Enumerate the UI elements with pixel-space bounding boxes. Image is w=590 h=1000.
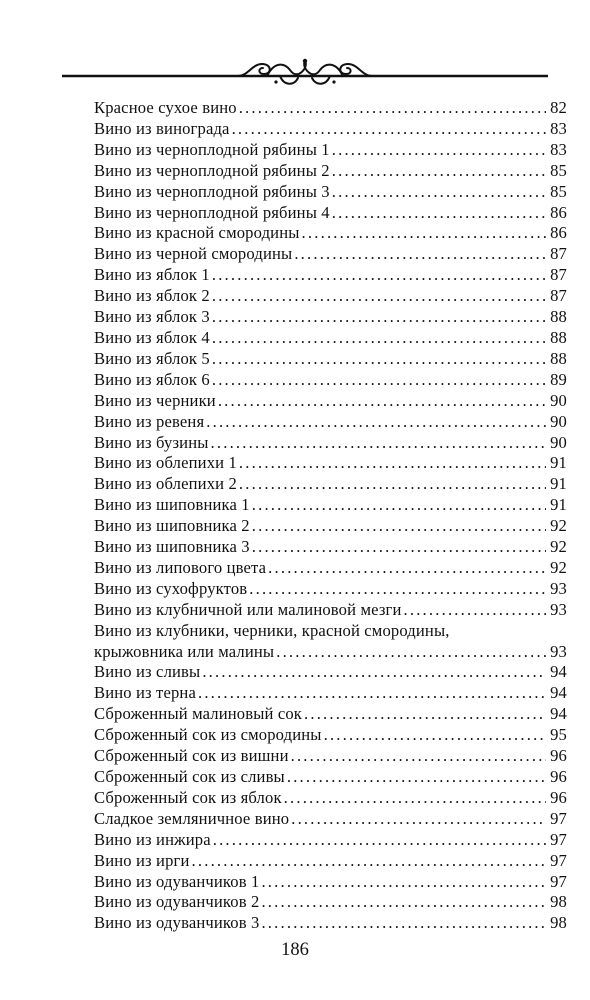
- toc-entry: [94, 307, 567, 328]
- toc-entry-title: Вино из яблок 4: [94, 327, 210, 347]
- toc-entry-page: 97: [550, 808, 567, 828]
- toc-entry-title: Красное сухое вино: [94, 98, 237, 117]
- toc-entry-page: 88: [550, 327, 567, 347]
- toc-entry: [94, 453, 567, 474]
- toc-entry-page: 90: [550, 390, 567, 410]
- toc-entry-page: 94: [550, 662, 567, 682]
- dot-leader: [332, 140, 546, 161]
- toc-entry-title: Вино из шиповника 1: [94, 495, 250, 515]
- toc-entry-page: 89: [550, 369, 567, 389]
- toc-entry-page: 87: [550, 265, 567, 285]
- dot-leader: [252, 516, 546, 537]
- dot-leader: [252, 495, 546, 516]
- toc-entry: [94, 892, 567, 913]
- dot-leader: [232, 119, 546, 140]
- toc-entry: [94, 516, 567, 537]
- toc-entry: [94, 642, 567, 663]
- toc-entry: [94, 328, 567, 349]
- dot-leader: [252, 537, 546, 558]
- toc-entry-title: Сброженный сок из яблок: [94, 787, 282, 807]
- toc-entry-title: Вино из терна: [94, 683, 196, 703]
- dot-leader: [212, 328, 546, 349]
- toc-entry: [94, 537, 567, 558]
- toc-entry: [94, 851, 567, 872]
- dot-leader: [287, 767, 546, 788]
- page-number: 186: [281, 940, 309, 960]
- toc-entry-page: 95: [550, 725, 567, 745]
- dot-leader: [249, 579, 546, 600]
- toc-entry-page: 86: [550, 223, 567, 243]
- toc-entry-title: Вино из черники: [94, 390, 216, 410]
- toc-entry-title: Сброженный сок из сливы: [94, 767, 285, 786]
- toc-entry: [94, 767, 567, 788]
- toc-entry-title: Вино из черной смородины: [94, 244, 293, 264]
- toc-entry: [94, 830, 567, 851]
- toc-entry-page: 93: [550, 641, 567, 661]
- dot-leader: [206, 412, 546, 433]
- toc-entry: [94, 412, 567, 433]
- toc-entry-page: 91: [550, 495, 567, 515]
- toc-entry-title: Вино из сухофруктов: [94, 578, 248, 598]
- dot-leader: [284, 788, 546, 809]
- toc-entry-page: 85: [550, 181, 567, 201]
- dot-leader: [294, 244, 546, 265]
- toc-entry-page: 92: [550, 537, 567, 557]
- toc-entry-page: 85: [550, 160, 567, 180]
- dot-leader: [211, 433, 546, 454]
- toc-entry-title: Вино из черноплодной рябины 3: [94, 181, 330, 201]
- dot-leader: [332, 203, 546, 224]
- toc-entry: [94, 223, 567, 244]
- toc-entry: [94, 725, 567, 746]
- toc-entry-title: Вино из бузины: [94, 432, 209, 452]
- dot-leader: [202, 662, 546, 683]
- toc-entry-title: Вино из винограда: [94, 118, 230, 138]
- toc-entry-title: Вино из яблок 3: [94, 307, 210, 327]
- dot-leader: [212, 286, 546, 307]
- toc-entry-title: Вино из черноплодной рябины 2: [94, 160, 330, 180]
- dot-leader: [332, 182, 546, 203]
- dot-leader: [239, 98, 546, 119]
- toc-entry: [94, 788, 567, 809]
- dot-leader: [198, 683, 546, 704]
- toc-entry: [94, 662, 567, 683]
- toc-entry: [94, 474, 567, 495]
- toc-entry-title: Вино из красной смородины: [94, 223, 300, 243]
- toc-entry-page: 94: [550, 683, 567, 703]
- dot-leader: [212, 349, 546, 370]
- toc-entry-page: 97: [550, 829, 567, 849]
- dot-leader: [218, 391, 546, 412]
- toc-entry-title: Вино из липового цвета: [94, 557, 267, 577]
- toc-entry-title: Вино из шиповника 3: [94, 537, 250, 557]
- toc-entry: [94, 746, 567, 767]
- dot-leader: [324, 725, 546, 746]
- dot-leader: [291, 746, 546, 767]
- toc-entry-title: Вино из черноплодной рябины 1: [94, 139, 330, 159]
- toc-entry-title: Сброженный малиновый сок: [94, 704, 303, 724]
- toc-entry-page: 96: [550, 746, 567, 766]
- decorative-header-ornament: [62, 56, 548, 92]
- toc-entry-page: 93: [550, 578, 567, 598]
- toc-entry: [94, 704, 567, 725]
- toc-entry-title: Вино из яблок 6: [94, 369, 210, 389]
- toc-entry: [94, 182, 567, 203]
- dot-leader: [239, 474, 546, 495]
- dot-leader: [261, 913, 546, 934]
- toc-entry-title: Сброженный сок из смородины: [94, 725, 322, 745]
- toc-entry-title: Вино из одуванчиков 2: [94, 892, 260, 912]
- toc-entry: [94, 98, 567, 119]
- toc-entry-page: 83: [550, 139, 567, 159]
- toc-entry-title-line1: Вино из клубники, черники, красной смородины,: [94, 620, 450, 640]
- dot-leader: [261, 872, 546, 893]
- toc-entry-page: 82: [550, 98, 567, 117]
- toc-entry-page: 88: [550, 307, 567, 327]
- toc-entry: [94, 913, 567, 934]
- toc-entry-title: Вино из облепихи 2: [94, 474, 237, 494]
- toc-entry-title: Вино из ревеня: [94, 411, 205, 431]
- toc-entry: [94, 370, 567, 391]
- toc-entry: [94, 119, 567, 140]
- toc-entry-page: 90: [550, 411, 567, 431]
- toc-entry: [94, 579, 567, 600]
- toc-entry: [94, 683, 567, 704]
- toc-entry: [94, 286, 567, 307]
- toc-entry-page: 94: [550, 704, 567, 724]
- toc-entry: [94, 872, 567, 893]
- toc-entry-title: Вино из яблок 5: [94, 348, 210, 368]
- toc-entry-title: Сладкое земляничное вино: [94, 808, 290, 828]
- toc-entry-title: Сброженный сок из вишни: [94, 746, 289, 766]
- toc-entry-page: 86: [550, 202, 567, 222]
- dot-leader: [212, 265, 546, 286]
- toc-entry-wrapped: [94, 621, 567, 663]
- toc-entry: [94, 140, 567, 161]
- dot-leader: [276, 642, 546, 663]
- toc-entry: [94, 349, 567, 370]
- toc-entry-title: крыжовника или малины: [94, 641, 275, 661]
- toc-entry: [94, 161, 567, 182]
- toc-entry-page: 98: [550, 913, 567, 933]
- dot-leader: [404, 600, 546, 621]
- toc-entry-title: Вино из одуванчиков 3: [94, 913, 260, 933]
- toc-entry-page: 88: [550, 348, 567, 368]
- toc-entry-title: Вино из яблок 1: [94, 265, 210, 285]
- toc-entry-title: Вино из инжира: [94, 829, 211, 849]
- toc-entry-page: 92: [550, 516, 567, 536]
- toc-entry-title: Вино из шиповника 2: [94, 516, 250, 536]
- dot-leader: [302, 223, 546, 244]
- toc-entry-title: Вино из облепихи 1: [94, 453, 237, 473]
- toc-entry-page: 97: [550, 871, 567, 891]
- toc-entry-title: Вино из сливы: [94, 662, 201, 682]
- dot-leader: [304, 704, 546, 725]
- toc-entry-page: 83: [550, 118, 567, 138]
- toc-entry-page: 91: [550, 453, 567, 473]
- dot-leader: [213, 830, 546, 851]
- dot-leader: [212, 307, 546, 328]
- toc-entry-page: 93: [550, 599, 567, 619]
- dot-leader: [239, 453, 546, 474]
- toc-entry-title: Вино из ирги: [94, 850, 190, 870]
- toc-entry-page: 92: [550, 557, 567, 577]
- toc-entry-page: 96: [550, 767, 567, 786]
- toc-entry: [94, 265, 567, 286]
- dot-leader: [332, 161, 546, 182]
- toc-entry-title: Вино из яблок 2: [94, 286, 210, 306]
- toc-entry: [94, 558, 567, 579]
- toc-entry-page: 87: [550, 286, 567, 306]
- dot-leader: [192, 851, 546, 872]
- toc-entry-page: 96: [550, 787, 567, 807]
- toc-entry-page: 87: [550, 244, 567, 264]
- toc-entry: [94, 600, 567, 621]
- toc-entry-page: 90: [550, 432, 567, 452]
- toc-entry: [94, 433, 567, 454]
- dot-leader: [212, 370, 546, 391]
- toc-entry-page: 97: [550, 850, 567, 870]
- toc-entry-page: 91: [550, 474, 567, 494]
- toc-entry: [94, 495, 567, 516]
- dot-leader: [268, 558, 546, 579]
- toc-entry: [94, 391, 567, 412]
- toc-entry: [94, 809, 567, 830]
- toc-entry-title: Вино из одуванчиков 1: [94, 871, 260, 891]
- toc-entry-title: Вино из клубничной или малиновой мезги: [94, 599, 402, 619]
- toc-entry-page: 98: [550, 892, 567, 912]
- toc-entry-title: Вино из черноплодной рябины 4: [94, 202, 330, 222]
- toc-entry: [94, 203, 567, 224]
- toc-entry: [94, 244, 567, 265]
- dot-leader: [261, 892, 546, 913]
- table-of-contents: [94, 98, 567, 934]
- dot-leader: [291, 809, 546, 830]
